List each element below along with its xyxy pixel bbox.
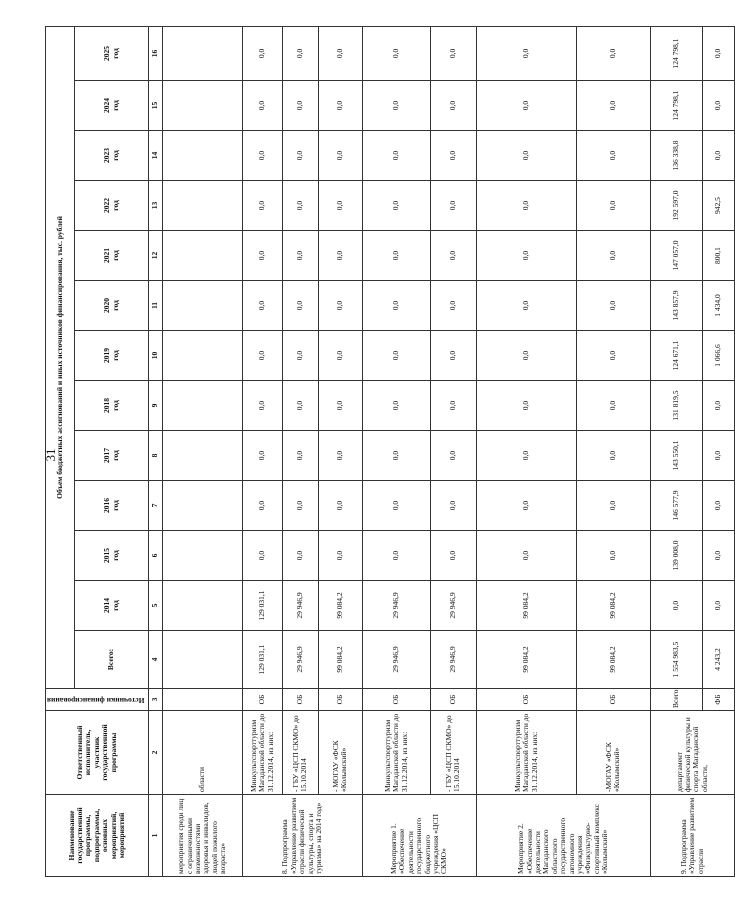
year-value-cell: 0,0: [318, 131, 362, 181]
source-cell: ОБ: [282, 689, 318, 711]
year-value-cell: 0,0: [282, 26, 318, 80]
year-value-cell: 147 057,0: [650, 231, 702, 281]
year-value-cell: [162, 81, 242, 131]
header-year-number: 2021: [102, 248, 112, 263]
year-value-cell: 139 008,0: [650, 531, 702, 581]
column-index: 15: [148, 81, 162, 131]
header-year-unit: год: [110, 200, 120, 211]
year-value-cell: 0,0: [242, 26, 282, 80]
header-year-unit: год: [110, 48, 120, 59]
header-year-number: 2015: [102, 548, 112, 563]
table-row: [430, 26, 476, 876]
program-name-cell: Мероприятие 2. «Обеспечение деятельности Магаданского областного государственного автономного учреждения «Физкультурно-спортивный комплекс «Колымский»: [476, 795, 650, 877]
header-year-unit: год: [110, 300, 120, 311]
executor-cell: Минкультспорттуризм Магаданской области до 31.12.2014, из них:: [242, 711, 282, 795]
year-value-cell: 0,0: [318, 231, 362, 281]
year-value-cell: 129 031,1: [242, 581, 282, 631]
year-value-cell: 0,0: [362, 26, 430, 80]
year-value-cell: 0,0: [282, 531, 318, 581]
column-index: 6: [148, 531, 162, 581]
column-index: 4: [148, 631, 162, 689]
year-value-cell: 0,0: [282, 81, 318, 131]
year-value-cell: 0,0: [242, 231, 282, 281]
year-value-cell: 0,0: [476, 481, 576, 531]
header-year: [75, 81, 148, 131]
table-row: [650, 26, 702, 876]
column-index: 14: [148, 131, 162, 181]
year-value-cell: [162, 231, 242, 281]
year-value-cell: 0,0: [362, 231, 430, 281]
executor-cell: Минкультспорттуризм Магаданской области до 31.12.2014, из них:: [476, 711, 576, 795]
year-value-cell: 124 798,1: [650, 26, 702, 80]
source-cell: ОБ: [242, 689, 282, 711]
year-value-cell: 0,0: [242, 381, 282, 431]
column-index: 16: [148, 26, 162, 80]
year-value-cell: 0,0: [282, 131, 318, 181]
year-value-cell: 0,0: [242, 331, 282, 381]
header-year-number: 2022: [102, 198, 112, 213]
header-funding-title: Объем бюджетных ассигнований и иных источников финансирования, тыс. рублей: [46, 26, 75, 688]
year-value-cell: 0,0: [318, 481, 362, 531]
year-value-cell: [162, 431, 242, 481]
year-value-cell: 0,0: [476, 231, 576, 281]
year-value-cell: 1 066,6: [702, 331, 734, 381]
year-value-cell: 0,0: [476, 431, 576, 481]
year-value-cell: 0,0: [430, 281, 476, 331]
year-value-cell: 0,0: [702, 131, 734, 181]
total-cell: [162, 631, 242, 689]
year-value-cell: 0,0: [430, 26, 476, 80]
header-year: [75, 331, 148, 381]
year-value-cell: 0,0: [430, 131, 476, 181]
executor-cell: департамент физической культуры и спорта Магаданской области,: [650, 711, 734, 795]
year-value-cell: [162, 381, 242, 431]
year-value-cell: 800,1: [702, 231, 734, 281]
total-cell: 29 946,9: [282, 631, 318, 689]
header-source: [46, 689, 149, 711]
year-value-cell: 124 671,1: [650, 331, 702, 381]
year-value-cell: 0,0: [318, 181, 362, 231]
header-year-number: 2019: [102, 348, 112, 363]
year-value-cell: 0,0: [702, 531, 734, 581]
year-value-cell: [162, 26, 242, 80]
year-value-cell: 131 819,5: [650, 381, 702, 431]
year-value-cell: 29 946,9: [282, 581, 318, 631]
year-value-cell: 0,0: [362, 431, 430, 481]
column-index: 3: [148, 689, 162, 711]
column-index: 10: [148, 331, 162, 381]
year-value-cell: 29 946,9: [362, 581, 430, 631]
column-index: 9: [148, 381, 162, 431]
source-cell: [162, 689, 242, 711]
year-value-cell: 0,0: [242, 131, 282, 181]
year-value-cell: 0,0: [242, 181, 282, 231]
header-year: [75, 481, 148, 531]
year-value-cell: 0,0: [430, 481, 476, 531]
header-year-number: 2016: [102, 498, 112, 513]
header-year-unit: год: [110, 500, 120, 511]
header-year: [75, 381, 148, 431]
source-cell: Всего:: [650, 689, 702, 711]
header-year-number: 2024: [102, 98, 112, 113]
header-year: [75, 181, 148, 231]
year-value-cell: 99 084,2: [576, 581, 650, 631]
year-value-cell: 0,0: [476, 181, 576, 231]
year-value-cell: 0,0: [430, 381, 476, 431]
header-year: [75, 431, 148, 481]
source-cell: ОБ: [476, 689, 576, 711]
program-name-cell: 9. Подпрограмма «Управление развитием отрасли: [650, 795, 734, 877]
column-index: 1: [148, 795, 162, 877]
year-value-cell: 0,0: [362, 181, 430, 231]
year-value-cell: 0,0: [702, 581, 734, 631]
header-year-number: 2020: [102, 298, 112, 313]
year-value-cell: 0,0: [702, 81, 734, 131]
year-value-cell: 0,0: [476, 331, 576, 381]
year-value-cell: [162, 581, 242, 631]
year-value-cell: 942,5: [702, 181, 734, 231]
year-value-cell: 0,0: [282, 231, 318, 281]
year-value-cell: 0,0: [576, 381, 650, 431]
header-year: [75, 26, 148, 80]
year-value-cell: 146 577,9: [650, 481, 702, 531]
year-value-cell: 0,0: [430, 431, 476, 481]
total-cell: 29 946,9: [430, 631, 476, 689]
page-number: 31: [43, 448, 58, 462]
column-index: 8: [148, 431, 162, 481]
table-row: [318, 26, 362, 876]
table-header: [46, 26, 163, 876]
header-name: Наименование государственной программы, подпрограммы, основных мероприятий, мероприятий: [46, 795, 149, 877]
source-cell: ОБ: [430, 689, 476, 711]
year-value-cell: 0,0: [242, 281, 282, 331]
total-cell: 29 946,9: [362, 631, 430, 689]
header-year-unit: год: [110, 550, 120, 561]
year-value-cell: 0,0: [318, 26, 362, 80]
program-name-cell: 8. Подпрограмма «Управление развитием отрасли физической культуры, спорта и туризма» на 2014 год»: [242, 795, 362, 877]
year-value-cell: [162, 331, 242, 381]
year-value-cell: 0,0: [242, 81, 282, 131]
year-value-cell: 0,0: [430, 231, 476, 281]
year-value-cell: 0,0: [282, 181, 318, 231]
year-value-cell: 0,0: [318, 381, 362, 431]
header-year-unit: год: [110, 350, 120, 361]
year-value-cell: 0,0: [318, 531, 362, 581]
year-value-cell: 99 084,2: [476, 581, 576, 631]
executor-cell: - МОГАУ «ФСК «Колымский»: [318, 711, 362, 795]
year-value-cell: 0,0: [362, 481, 430, 531]
year-value-cell: 0,0: [476, 81, 576, 131]
year-value-cell: 0,0: [576, 331, 650, 381]
table-row: [242, 26, 282, 876]
year-value-cell: 136 338,8: [650, 131, 702, 181]
year-value-cell: 0,0: [362, 331, 430, 381]
year-value-cell: 0,0: [576, 131, 650, 181]
year-value-cell: 143 857,9: [650, 281, 702, 331]
year-value-cell: 0,0: [476, 281, 576, 331]
year-value-cell: 0,0: [242, 431, 282, 481]
year-value-cell: 0,0: [702, 431, 734, 481]
header-year: [75, 531, 148, 581]
year-value-cell: 0,0: [362, 381, 430, 431]
header-year: [75, 131, 148, 181]
year-value-cell: 0,0: [282, 331, 318, 381]
year-value-cell: 0,0: [576, 481, 650, 531]
table-body: [162, 26, 734, 876]
column-index: 2: [148, 711, 162, 795]
year-value-cell: 192 597,0: [650, 181, 702, 231]
header-total: Всего:: [75, 631, 148, 689]
source-cell: ОБ: [362, 689, 430, 711]
year-value-cell: 0,0: [282, 281, 318, 331]
year-value-cell: 0,0: [318, 281, 362, 331]
year-value-cell: 0,0: [576, 431, 650, 481]
year-value-cell: 0,0: [282, 481, 318, 531]
year-value-cell: 0,0: [576, 81, 650, 131]
column-index: 5: [148, 581, 162, 631]
header-year: [75, 581, 148, 631]
total-cell: 4 243,2: [702, 631, 734, 689]
year-value-cell: 0,0: [576, 231, 650, 281]
year-value-cell: 0,0: [576, 531, 650, 581]
table-row: [476, 26, 576, 876]
year-value-cell: 0,0: [702, 26, 734, 80]
total-cell: 99 084,2: [476, 631, 576, 689]
column-index: 11: [148, 281, 162, 331]
year-value-cell: 0,0: [282, 381, 318, 431]
header-year-number: 2017: [102, 448, 112, 463]
year-value-cell: 0,0: [576, 26, 650, 80]
year-value-cell: 0,0: [430, 81, 476, 131]
year-value-cell: 0,0: [702, 481, 734, 531]
header-year-unit: год: [110, 400, 120, 411]
header-source-text: Источники финансирования: [47, 695, 145, 705]
year-value-cell: 0,0: [430, 181, 476, 231]
rotated-page: [45, 27, 723, 877]
year-value-cell: 0,0: [362, 131, 430, 181]
year-value-cell: 0,0: [476, 531, 576, 581]
funding-table: [45, 26, 735, 877]
year-value-cell: 0,0: [476, 381, 576, 431]
year-value-cell: 0,0: [650, 581, 702, 631]
header-year-number: 2018: [102, 398, 112, 413]
executor-cell: области: [162, 711, 242, 795]
year-value-cell: 0,0: [476, 131, 576, 181]
year-value-cell: 1 434,0: [702, 281, 734, 331]
source-cell: ОБ: [576, 689, 650, 711]
year-value-cell: 0,0: [318, 331, 362, 381]
header-year-unit: год: [110, 450, 120, 461]
header-year-unit: год: [110, 100, 120, 111]
header-year: [75, 281, 148, 331]
year-value-cell: 0,0: [430, 331, 476, 381]
year-value-cell: 0,0: [282, 431, 318, 481]
program-name-cell: мероприятия среди лиц с ограниченными возможностями здоровья и инвалидов, людей пожилого возраста»: [162, 795, 242, 877]
year-value-cell: 0,0: [430, 531, 476, 581]
year-value-cell: 0,0: [576, 181, 650, 231]
year-value-cell: 99 084,2: [318, 581, 362, 631]
year-value-cell: 29 946,9: [430, 581, 476, 631]
header-year: [75, 231, 148, 281]
table-row: [362, 26, 430, 876]
year-value-cell: 0,0: [318, 81, 362, 131]
year-value-cell: 0,0: [476, 26, 576, 80]
header-year-number: 2023: [102, 148, 112, 163]
year-value-cell: 0,0: [362, 281, 430, 331]
year-value-cell: 0,0: [242, 481, 282, 531]
header-year-unit: год: [110, 600, 120, 611]
program-name-cell: Мероприятие 1. «Обеспечение деятельности государственного бюджетного учреждения «ЦСП СКМО»: [362, 795, 476, 877]
year-value-cell: 0,0: [702, 381, 734, 431]
table-row: [282, 26, 318, 876]
year-value-cell: [162, 281, 242, 331]
executor-cell: - ГБУ «ЦСП СКМО» до 15.10.2014: [282, 711, 318, 795]
header-year-unit: год: [110, 250, 120, 261]
header-year-unit: год: [110, 150, 120, 161]
source-cell: ФБ: [702, 689, 734, 711]
table-row: [162, 26, 242, 876]
header-year-number: 2025: [102, 45, 112, 61]
table-row: [576, 26, 650, 876]
year-value-cell: 124 798,1: [650, 81, 702, 131]
header-year-number: 2014: [102, 598, 112, 613]
year-value-cell: [162, 131, 242, 181]
executor-cell: -МОГАУ «ФСК «Колымский»: [576, 711, 650, 795]
year-value-cell: 143 550,1: [650, 431, 702, 481]
executor-cell: Минкультспорттуризм Магаданской области до 31.12.2014, из них:: [362, 711, 430, 795]
year-value-cell: 0,0: [576, 281, 650, 331]
year-value-cell: 0,0: [318, 431, 362, 481]
year-value-cell: [162, 181, 242, 231]
year-value-cell: [162, 481, 242, 531]
total-cell: 99 084,2: [318, 631, 362, 689]
year-value-cell: 0,0: [362, 81, 430, 131]
year-value-cell: [162, 531, 242, 581]
column-index: 13: [148, 181, 162, 231]
total-cell: 1 554 983,5: [650, 631, 702, 689]
executor-cell: - ГБУ «ЦСП СКМО» до 15.10.2014: [430, 711, 476, 795]
total-cell: 99 084,2: [576, 631, 650, 689]
column-index: 7: [148, 481, 162, 531]
source-cell: ОБ: [318, 689, 362, 711]
header-executor: Ответственный исполнитель, участник государственной программы: [46, 711, 149, 795]
total-cell: 129 031,1: [242, 631, 282, 689]
column-index: 12: [148, 231, 162, 281]
year-value-cell: 0,0: [362, 531, 430, 581]
year-value-cell: 0,0: [242, 531, 282, 581]
